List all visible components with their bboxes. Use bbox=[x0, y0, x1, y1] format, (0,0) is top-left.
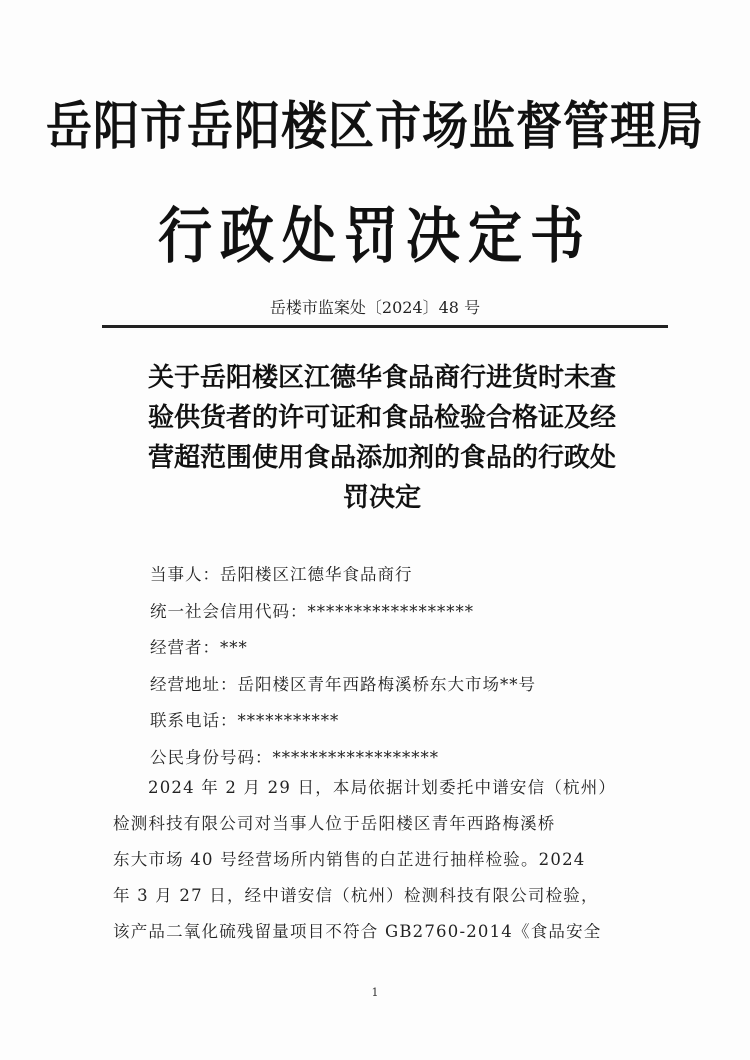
field-label: 联系电话： bbox=[150, 711, 238, 730]
body-line: 2024 年 2 月 29 日，本局依据计划委托中谱安信（杭州） bbox=[148, 778, 617, 797]
party-info bbox=[150, 557, 536, 776]
subject-line: 罚决定 bbox=[342, 483, 421, 513]
field-label: 经营地址： bbox=[150, 674, 238, 694]
header-divider bbox=[102, 325, 668, 328]
field-value: ****************** bbox=[307, 601, 474, 621]
subject-line: 关于岳阳楼区江德华食品商行进货时未查 bbox=[147, 363, 616, 393]
body-line: 检测科技有限公司对当事人位于岳阳楼区青年西路梅溪桥 bbox=[113, 814, 556, 833]
field-label: 公民身份号码： bbox=[150, 747, 273, 767]
subject-line: 营超范围使用食品添加剂的食品的行政处 bbox=[147, 443, 616, 473]
field-label: 经营者： bbox=[150, 638, 220, 657]
decision-subject bbox=[112, 358, 652, 518]
field-value: *** bbox=[220, 638, 248, 657]
operator-field bbox=[150, 630, 536, 667]
credit-code-field bbox=[150, 594, 536, 631]
subject-line: 验供货者的许可证和食品检验合格证及经 bbox=[147, 403, 616, 433]
phone-field bbox=[150, 703, 536, 740]
field-label: 当事人： bbox=[150, 565, 220, 584]
field-value: ****************** bbox=[272, 747, 439, 767]
party-name-field bbox=[150, 557, 536, 594]
page-number: 1 bbox=[371, 986, 379, 999]
agency-name: 岳阳市岳阳楼区市场监督管理局 bbox=[46, 96, 704, 157]
business-address-field bbox=[150, 667, 536, 704]
field-label: 统一社会信用代码： bbox=[150, 601, 308, 621]
field-value: 岳阳楼区青年西路梅溪桥东大市场**号 bbox=[237, 674, 536, 694]
field-value: 岳阳楼区江德华食品商行 bbox=[220, 565, 413, 584]
body-paragraph bbox=[113, 770, 643, 950]
document-number: 岳楼市监案处〔2024〕48 号 bbox=[269, 298, 481, 317]
document-type-title: 行政处罚决定书 bbox=[158, 200, 592, 271]
body-line: 东大市场 40 号经营场所内销售的白芷进行抽样检验。2024 bbox=[113, 850, 586, 869]
body-line: 年 3 月 27 日，经中谱安信（杭州）检测科技有限公司检验， bbox=[113, 886, 599, 905]
body-line: 该产品二氧化硫残留量项目不符合 GB2760-2014《食品安全 bbox=[113, 922, 602, 941]
field-value: *********** bbox=[237, 711, 340, 730]
